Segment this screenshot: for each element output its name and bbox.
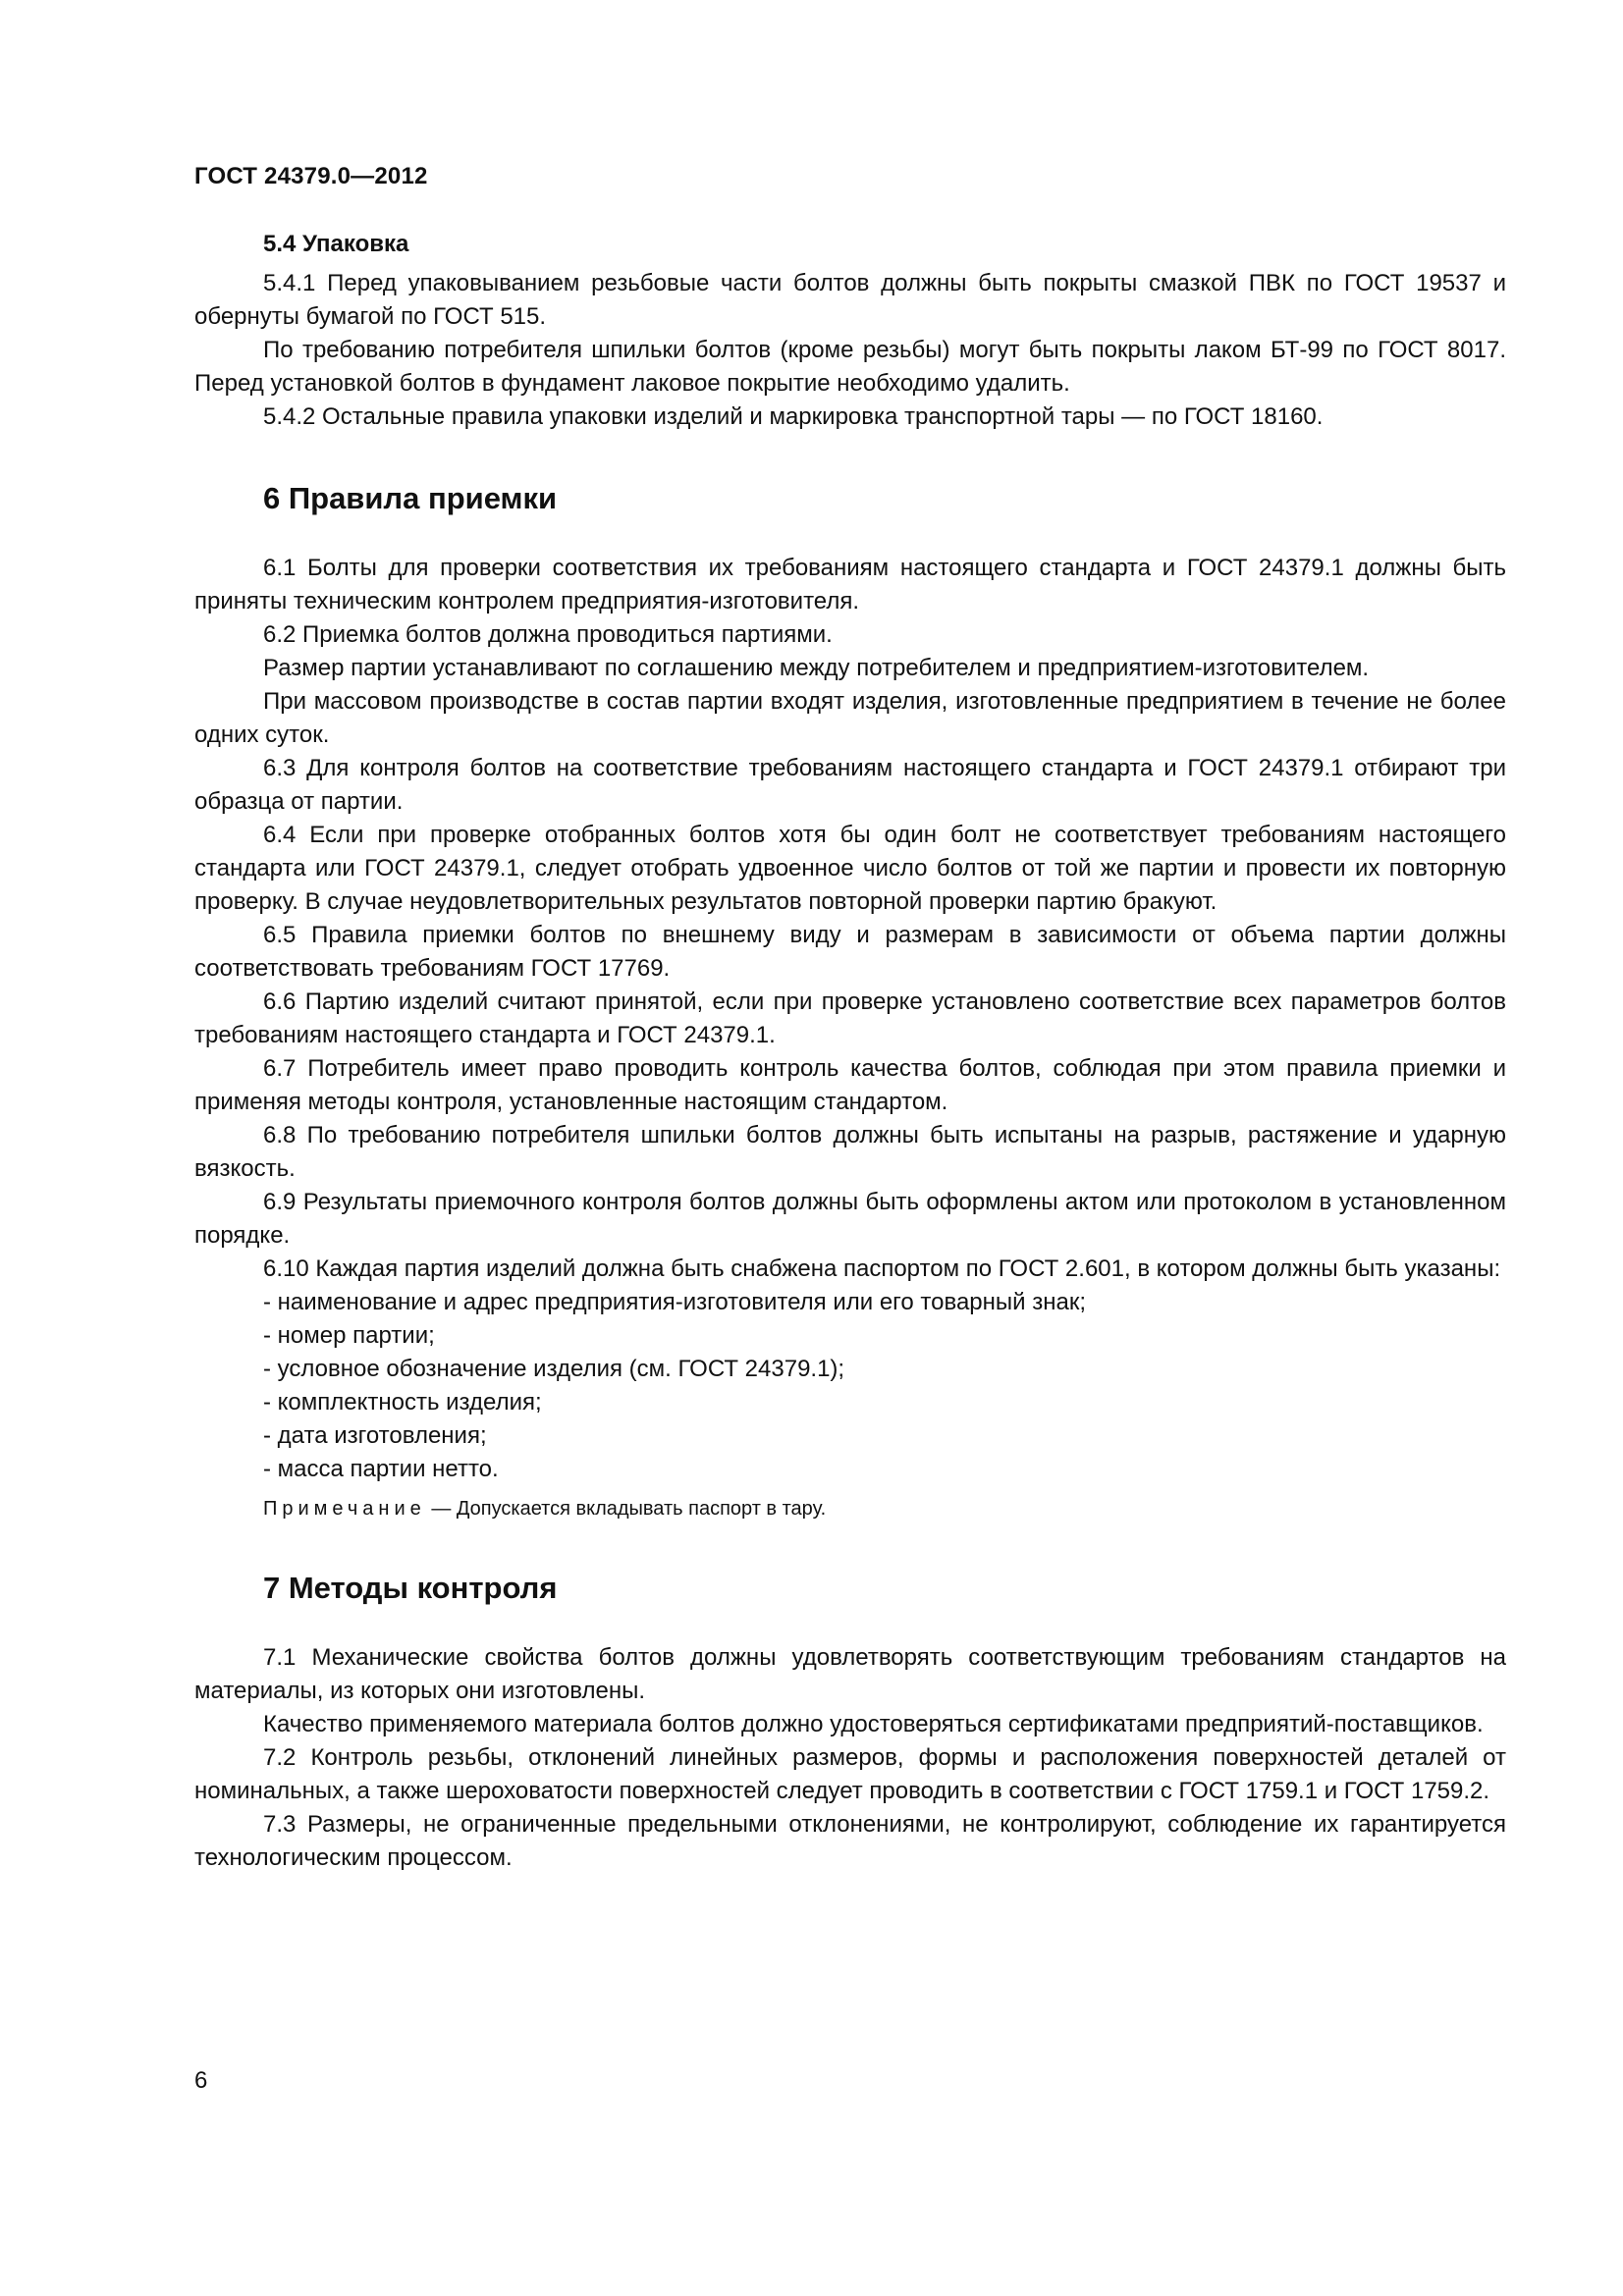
paragraph-6-9: 6.9 Результаты приемочного контроля болтов должны быть оформлены актом или протоколом в установленном порядке. xyxy=(194,1189,1506,1249)
paragraph-5-4-2: 5.4.2 Остальные правила упаковки изделий и маркировка транспортной тары — по ГОСТ 18160. xyxy=(263,403,1324,430)
paragraph-6-4: 6.4 Если при проверке отобранных болтов хотя бы один болт не соответствует требованиям настоящего стандарта или ГОСТ 24379.1, следует отобрать удвоенное число болтов от той же партии и провести их повторную проверку. В случае неудовлетворительных результатов повторной проверки партию бракуют. xyxy=(194,822,1506,915)
paragraph-5-4-1-lacquer: По требованию потребителя шпильки болтов (кроме резьбы) могут быть покрыты лаком БТ-99 по ГОСТ 8017. Перед установкой болтов в фундамент лаковое покрытие необходимо удалить. xyxy=(194,337,1506,397)
paragraph-6-2-mass-production: При массовом производстве в состав партии входят изделия, изготовленные предприятием в течение не более одних суток. xyxy=(194,688,1506,748)
paragraph-7-2: 7.2 Контроль резьбы, отклонений линейных размеров, формы и расположения поверхностей деталей от номинальных, а также шероховатости поверхностей следует проводить в соответствии с ГОСТ 1759.1 и ГОСТ 1759.2. xyxy=(194,1744,1506,1804)
paragraph-5-4-1: 5.4.1 Перед упаковыванием резьбовые части болтов должны быть покрыты смазкой ПВК по ГОСТ 19537 и обернуты бумагой по ГОСТ 515. xyxy=(194,270,1506,330)
list-item: - номер партии; xyxy=(263,1322,435,1349)
paragraph-7-1: 7.1 Механические свойства болтов должны удовлетворять соответствующим требованиям стандартов на материалы, из которых они изготовлены. xyxy=(194,1644,1506,1704)
page-number: 6 xyxy=(194,2067,208,2094)
paragraph-6-5: 6.5 Правила приемки болтов по внешнему виду и размерам в зависимости от объема партии должны соответствовать требованиям ГОСТ 17769. xyxy=(194,922,1506,982)
note xyxy=(194,1494,1506,1523)
subsection-title-5-4: 5.4 Упаковка xyxy=(263,231,409,257)
note-label: Примечание xyxy=(263,1498,426,1520)
paragraph-6-7: 6.7 Потребитель имеет право проводить контроль качества болтов, соблюдая при этом правила приемки и применяя методы контроля, установленные настоящим стандартом. xyxy=(194,1055,1506,1115)
list-item: - наименование и адрес предприятия-изготовителя или его товарный знак; xyxy=(263,1289,1087,1315)
paragraph-7-3: 7.3 Размеры, не ограниченные предельными отклонениями, не контролируют, соблюдение их гарантируется технологическим процессом. xyxy=(194,1811,1506,1871)
list-item: - дата изготовления; xyxy=(263,1422,487,1449)
list-item: - масса партии нетто. xyxy=(263,1456,499,1482)
paragraph-6-2-batch-size: Размер партии устанавливают по соглашению между потребителем и предприятием-изготовителем. xyxy=(263,655,1370,681)
section-title-6: 6 Правила приемки xyxy=(263,481,558,515)
paragraph-6-10: 6.10 Каждая партия изделий должна быть снабжена паспортом по ГОСТ 2.601, в котором должны быть указаны: xyxy=(263,1255,1501,1282)
paragraph-7-1-certificates: Качество применяемого материала болтов должно удостоверяться сертификатами предприятий-поставщиков. xyxy=(263,1711,1484,1737)
paragraph-6-2: 6.2 Приемка болтов должна проводиться партиями. xyxy=(263,621,833,648)
document-header: ГОСТ 24379.0—2012 xyxy=(194,163,428,189)
paragraph-6-3: 6.3 Для контроля болтов на соответствие требованиям настоящего стандарта и ГОСТ 24379.1 отбирают три образца от партии. xyxy=(194,755,1506,815)
document-body xyxy=(194,228,1506,1875)
paragraph-6-6: 6.6 Партию изделий считают принятой, если при проверке установлено соответствие всех параметров болтов требованиям настоящего стандарта и ГОСТ 24379.1. xyxy=(194,988,1506,1048)
paragraph-6-8: 6.8 По требованию потребителя шпильки болтов должны быть испытаны на разрыв, растяжение и ударную вязкость. xyxy=(194,1122,1506,1182)
list-item: - условное обозначение изделия (см. ГОСТ 24379.1); xyxy=(263,1356,845,1382)
note-text: — Допускается вкладывать паспорт в тару. xyxy=(425,1498,827,1520)
list-item: - комплектность изделия; xyxy=(263,1389,542,1415)
paragraph-6-1: 6.1 Болты для проверки соответствия их требованиям настоящего стандарта и ГОСТ 24379.1 должны быть приняты техническим контролем предприятия-изготовителя. xyxy=(194,555,1506,614)
section-title-7: 7 Методы контроля xyxy=(263,1571,558,1605)
